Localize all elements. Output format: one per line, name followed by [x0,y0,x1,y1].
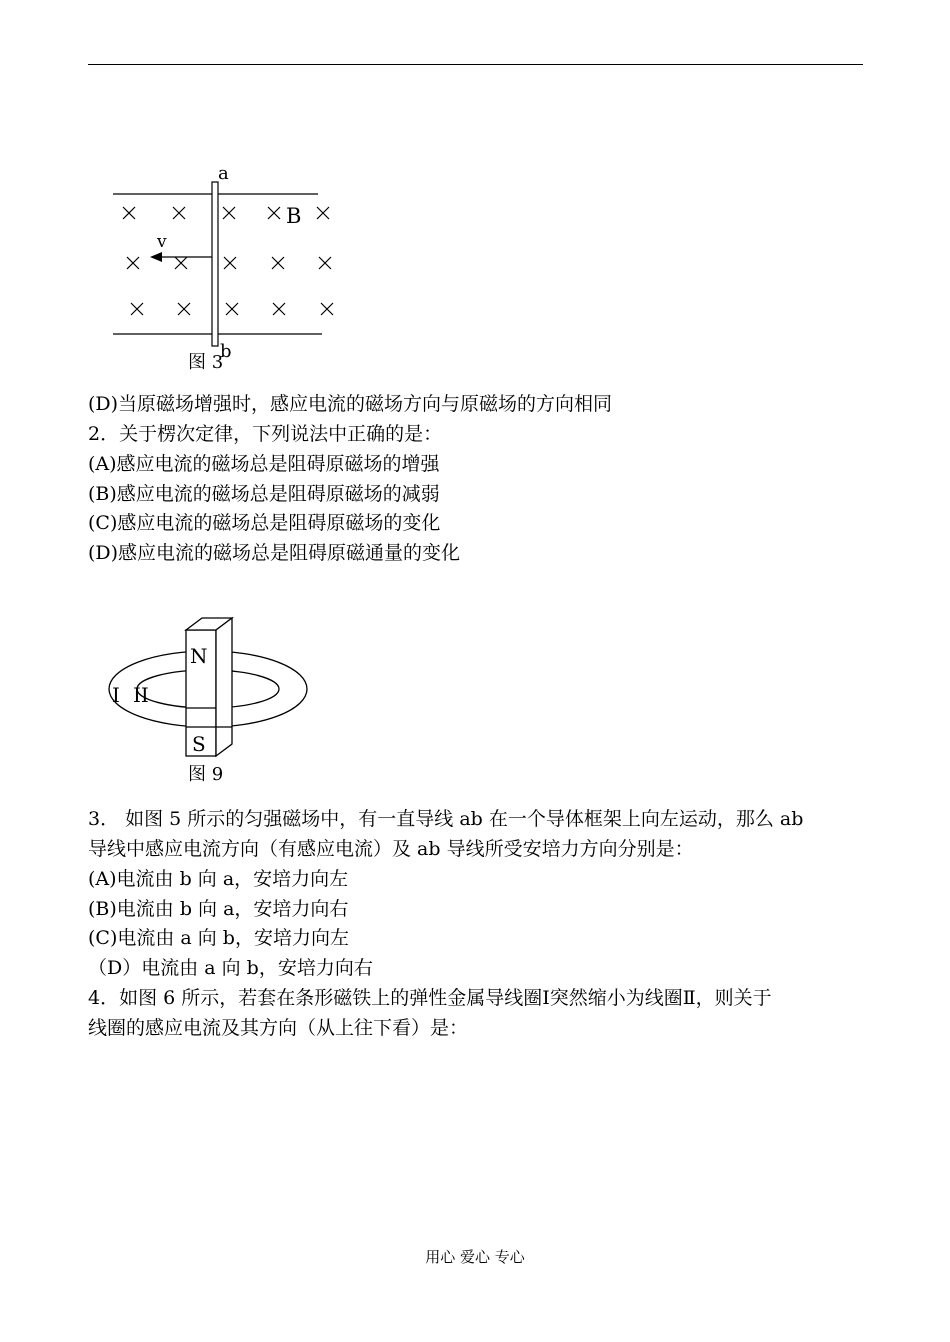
field-cross-marks [123,207,333,315]
label-velocity: v [157,232,167,252]
magnet-side-face [216,618,232,756]
label-field-B: B [286,204,302,228]
q2-option-c: (C)感应电流的磁场总是阻碍原磁场的变化 [88,512,441,534]
label-north-pole: N [190,644,208,668]
page-footer: 用心 爱心 专心 [425,1248,525,1266]
figure-3-caption: 图 3 [188,352,224,373]
q3-option-b: (B)电流由 b 向 a，安培力向右 [88,898,349,920]
label-b: b [220,341,232,362]
figure-9-caption: 图 9 [188,764,224,785]
figure-3-diagram [100,160,360,380]
label-south-pole: S [192,732,206,756]
q2-option-a: (A)感应电流的磁场总是阻碍原磁场的增强 [88,453,440,475]
q3-stem-line1: 3． 如图 5 所示的匀强磁场中，有一直导线 ab 在一个导体框架上向左运动，那么 ab [88,808,804,830]
label-a: a [218,163,229,184]
q1-option-d: (D)当原磁场增强时，感应电流的磁场方向与原磁场的方向相同 [88,393,613,415]
label-coil-I: I [112,683,120,707]
q2-stem: 2．关于楞次定律，下列说法中正确的是： [88,423,443,445]
header-rule [88,64,863,65]
q2-option-d: (D)感应电流的磁场总是阻碍原磁通量的变化 [88,542,461,564]
q2-option-b: (B)感应电流的磁场总是阻碍原磁场的减弱 [88,483,440,505]
figure-9-diagram [100,610,330,790]
q3-option-c: (C)电流由 a 向 b，安培力向左 [88,927,349,949]
q3-option-d: （D）电流由 a 向 b，安培力向右 [88,957,373,979]
q4-stem-line1: 4．如图 6 所示，若套在条形磁铁上的弹性金属导线圈Ⅰ突然缩小为线圈Ⅱ，则关于 [88,987,772,1009]
q3-stem-line2: 导线中感应电流方向（有感应电流）及 ab 导线所受安培力方向分别是： [88,838,694,860]
q3-option-a: (A)电流由 b 向 a，安培力向左 [88,868,349,890]
label-coil-II: II [133,683,149,707]
q4-stem-line2: 线圈的感应电流及其方向（从上往下看）是： [88,1017,469,1039]
velocity-arrowhead [150,252,162,262]
conductor-ab [212,182,218,346]
